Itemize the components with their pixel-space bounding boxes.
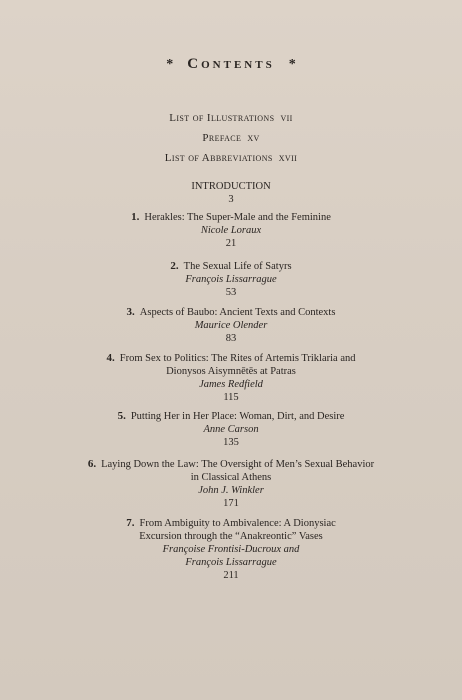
front-matter-page: xvii <box>278 152 298 164</box>
chapter-author: James Redfield <box>199 379 263 390</box>
chapter-title-line <box>0 260 462 273</box>
chapter-author: François Lissarrague <box>185 274 277 285</box>
chapter-page: 115 <box>223 392 239 403</box>
chapter-author: John J. Winkler <box>198 485 264 496</box>
chapter-title-continuation: in Classical Athens <box>190 472 272 483</box>
contents-heading <box>0 56 462 73</box>
front-matter-label: List of Illustrations <box>169 112 275 124</box>
chapter-number: 1. <box>131 211 140 223</box>
front-matter-preface <box>0 132 462 144</box>
chapter-number: 4. <box>106 352 115 364</box>
chapter-number: 5. <box>117 410 126 422</box>
front-matter-label: Preface <box>202 132 242 144</box>
chapter-title-line <box>0 410 462 423</box>
chapter-title: The Sexual Life of Satyrs <box>183 261 292 272</box>
chapter-title-line <box>0 306 462 319</box>
chapter-title: Aspects of Baubo: Ancient Texts and Contexts <box>139 307 336 318</box>
chapter-entry-4 <box>0 352 462 404</box>
chapter-page: 211 <box>223 570 239 581</box>
chapter-title: Herakles: The Super-Male and the Feminine <box>144 212 331 223</box>
front-matter-abbreviations <box>0 152 462 164</box>
chapter-title: From Sex to Politics: The Rites of Artemis Triklaria and <box>119 353 356 364</box>
introduction-label: INTRODUCTION <box>191 181 271 192</box>
chapter-title-line <box>0 458 462 471</box>
chapter-entry-5 <box>0 410 462 449</box>
introduction-entry <box>0 180 462 206</box>
chapter-title-line <box>0 211 462 224</box>
chapter-entry-6 <box>0 458 462 510</box>
chapter-author: Maurice Olender <box>194 320 268 331</box>
chapter-number: 7. <box>126 517 135 529</box>
chapter-page: 171 <box>223 498 239 509</box>
chapter-number: 6. <box>87 458 97 470</box>
contents-title: Contents <box>187 56 275 72</box>
chapter-number: 3. <box>126 306 135 318</box>
chapter-author: Françoise Frontisi-Ducroux and <box>162 544 300 555</box>
chapter-entry-7 <box>0 517 462 582</box>
chapter-page: 135 <box>223 437 239 448</box>
chapter-page: 21 <box>225 238 237 249</box>
chapter-title: From Ambiguity to Ambivalence: A Dionysiac <box>139 518 336 529</box>
chapter-title-continuation: Excursion through the “Anakreontic” Vases <box>139 531 323 542</box>
chapter-author: Anne Carson <box>203 424 259 435</box>
front-matter-page: vii <box>280 112 293 124</box>
chapter-page: 53 <box>225 287 237 298</box>
chapter-title: Putting Her in Her Place: Woman, Dirt, and Desire <box>130 411 345 422</box>
star-ornament-left: * <box>166 57 174 72</box>
chapter-entry-1 <box>0 211 462 250</box>
chapter-author-continuation: François Lissarrague <box>185 557 277 568</box>
front-matter-page: xv <box>247 132 260 144</box>
chapter-title-line <box>0 517 462 530</box>
front-matter-illustrations <box>0 112 462 124</box>
introduction-page: 3 <box>228 194 234 205</box>
chapter-entry-2 <box>0 260 462 299</box>
chapter-author: Nicole Loraux <box>200 225 262 236</box>
chapter-entry-3 <box>0 306 462 345</box>
chapter-title: Laying Down the Law: The Oversight of Men’s Sexual Behavior <box>101 459 375 470</box>
front-matter-label: List of Abbreviations <box>164 152 273 164</box>
chapter-number: 2. <box>170 260 179 272</box>
chapter-page: 83 <box>225 333 237 344</box>
star-ornament-right: * <box>288 57 296 72</box>
chapter-title-line <box>0 352 462 365</box>
chapter-title-continuation: Dionysos Aisymnētēs at Patras <box>166 366 296 377</box>
